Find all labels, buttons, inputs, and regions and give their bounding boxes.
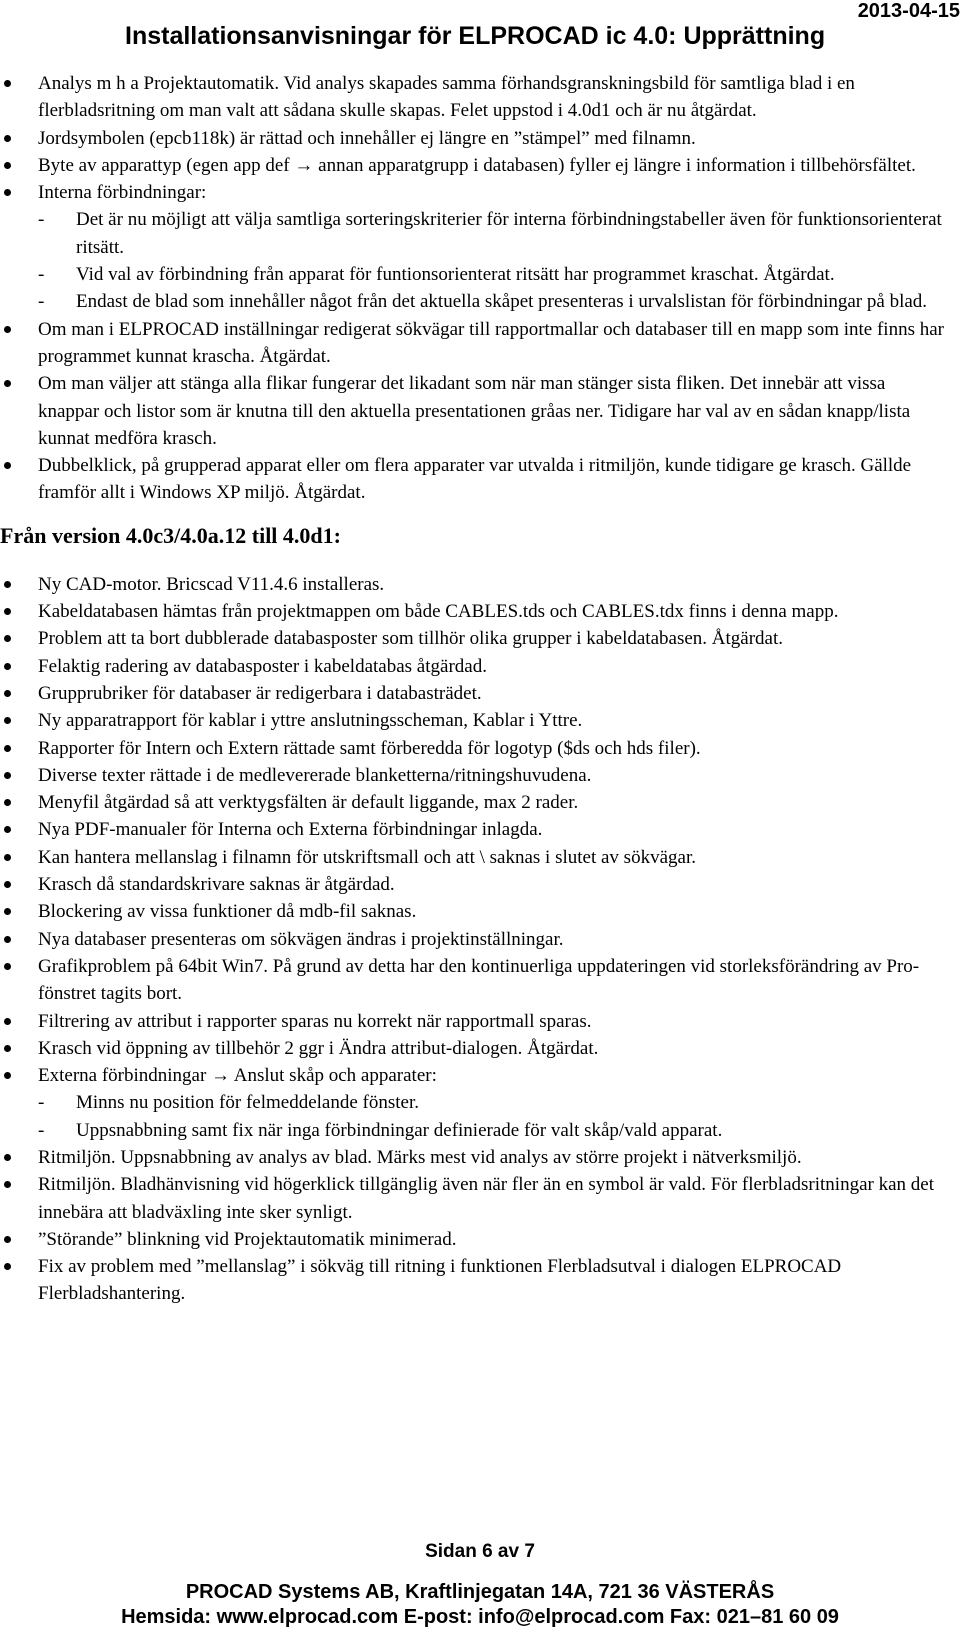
list-item: Krasch då standardskrivare saknas är åtgärdad. bbox=[0, 871, 960, 898]
list-item: Rapporter för Intern och Extern rättade samt förberedda för logotyp ($ds och hds filer). bbox=[0, 735, 960, 762]
changelog-list-2 bbox=[0, 571, 960, 1308]
list-item: Felaktig radering av databasposter i kabeldatabas åtgärdad. bbox=[0, 653, 960, 680]
sub-list-item-text: Vid val av förbindning från apparat för funtionsorienterat ritsätt har programmet kraschat. Åtgärdat. bbox=[76, 264, 835, 286]
sub-list-item-text: Det är nu möjligt att välja samtliga sorteringskriterier för interna förbindningstabeller även för funktionsorienterat ritsätt. bbox=[76, 209, 942, 258]
document-date: 2013-04-15 bbox=[857, 0, 960, 22]
list-item: Filtrering av attribut i rapporter sparas nu korrekt när rapportmall sparas. bbox=[0, 1008, 960, 1035]
list-item: Kan hantera mellanslag i filnamn för utskriftsmall och att \ saknas i slutet av sökvägar. bbox=[0, 844, 960, 871]
list-item: Nya databaser presenteras om sökvägen ändras i projektinställningar. bbox=[0, 926, 960, 953]
list-item: Ritmiljön. Uppsnabbning av analys av blad. Märks mest vid analys av större projekt i nätverksmiljö. bbox=[0, 1144, 960, 1171]
list-item: ”Störande” blinkning vid Projektautomatik minimerad. bbox=[0, 1226, 960, 1253]
sub-list-item: - Endast de blad som innehåller något från det aktuella skåpet presenteras i urvalslistan för förbindningar på blad. bbox=[38, 291, 928, 313]
list-item: Grafikproblem på 64bit Win7. På grund av detta har den kontinuerliga uppdateringen vid storleksförändring av Pro-fönstret tagits bort. bbox=[0, 953, 960, 1008]
list-item: Fix av problem med ”mellanslag” i sökväg till ritning i funktionen Flerbladsutval i dialogen ELPROCAD Flerbladshantering. bbox=[0, 1253, 960, 1308]
sub-list-item-text: Endast de blad som innehåller något från det aktuella skåpet presenteras i urvalslistan för förbindningar på blad. bbox=[76, 291, 928, 313]
list-item: Nya PDF-manualer för Interna och Externa förbindningar inlagda. bbox=[0, 816, 960, 843]
list-item: Dubbelklick, på grupperad apparat eller om flera apparater var utvalda i ritmiljön, kunde tidigare ge krasch. Gällde framför allt i Windows XP miljö. Åtgärdat. bbox=[0, 452, 960, 507]
list-item: Ny CAD-motor. Bricscad V11.4.6 installeras. bbox=[0, 571, 960, 598]
section-heading: Från version 4.0c3/4.0a.12 till 4.0d1: bbox=[0, 522, 341, 548]
list-item: Jordsymbolen (epcb118k) är rättad och innehåller ej längre en ”stämpel” med filnamn. bbox=[0, 125, 960, 152]
list-item: Byte av apparattyp (egen app def → annan apparatgrupp i databasen) fyller ej längre i information i tillbehörsfältet. bbox=[0, 152, 960, 179]
list-item: Grupprubriker för databaser är redigerbara i databasträdet. bbox=[0, 680, 960, 707]
list-item: Interna förbindningar: bbox=[0, 179, 960, 206]
list-item: Kabeldatabasen hämtas från projektmappen om både CABLES.tds och CABLES.tdx finns i denna mapp. bbox=[0, 598, 960, 625]
sub-list-item: - Uppsnabbning samt fix när inga förbindningar definierade för valt skåp/vald apparat. bbox=[38, 1119, 723, 1141]
page-content bbox=[0, 70, 960, 1308]
sub-list-item: - Minns nu position för felmeddelande fönster. bbox=[38, 1092, 419, 1114]
sub-list-item: - Vid val av förbindning från apparat för funtionsorienterat ritsätt har programmet kraschat. Åtgärdat. bbox=[38, 264, 835, 286]
page-number: Sidan 6 av 7 bbox=[425, 1541, 535, 1562]
list-item: Ritmiljön. Bladhänvisning vid högerklick tillgänglig även när fler än en symbol är vald. För flerbladsritningar kan det innebära att bladväxling inte sker synligt. bbox=[0, 1171, 960, 1226]
sub-list-item-text: Minns nu position för felmeddelande fönster. bbox=[76, 1092, 419, 1114]
list-item: Problem att ta bort dubblerade databasposter som tillhör olika grupper i kabeldatabasen. Åtgärdat. bbox=[0, 625, 960, 652]
list-item: Ny apparatrapport för kablar i yttre anslutningsscheman, Kablar i Yttre. bbox=[0, 707, 960, 734]
list-item: Diverse texter rättade i de medlevererade blanketterna/ritningshuvudena. bbox=[0, 762, 960, 789]
list-item: Om man i ELPROCAD inställningar redigerat sökvägar till rapportmallar och databaser till en mapp som inte finns har programmet kunnat krascha. Åtgärdat. bbox=[0, 316, 960, 371]
list-item: Externa förbindningar → Anslut skåp och apparater: bbox=[0, 1062, 960, 1089]
sub-list-item: - Det är nu möjligt att välja samtliga sorteringskriterier för interna förbindningstabeller även för funktionsorienterat ritsätt. bbox=[38, 209, 942, 258]
footer-contact: Hemsida: www.elprocad.com E-post: info@elprocad.com Fax: 021–81 60 09 bbox=[121, 1606, 839, 1628]
page-title: Installationsanvisningar för ELPROCAD ic 4.0: Upprättning bbox=[125, 22, 826, 50]
list-item: Krasch vid öppning av tillbehör 2 ggr i Ändra attribut-dialogen. Åtgärdat. bbox=[0, 1035, 960, 1062]
sub-list-item-text: Uppsnabbning samt fix när inga förbindningar definierade för valt skåp/vald apparat. bbox=[76, 1119, 723, 1141]
list-item: Menyfil åtgärdad så att verktygsfälten är default liggande, max 2 rader. bbox=[0, 789, 960, 816]
list-item: Om man väljer att stänga alla flikar fungerar det likadant som när man stänger sista fliken. Det innebär att vissa knappar och listor som är knutna till den aktuella presentationen gråas ner. Tidigare har val av en sådan knapp/lista kunnat medföra krasch. bbox=[0, 370, 960, 452]
footer-address: PROCAD Systems AB, Kraftlinjegatan 14A, 721 36 VÄSTERÅS bbox=[185, 1581, 775, 1603]
list-item: Blockering av vissa funktioner då mdb-fil saknas. bbox=[0, 898, 960, 925]
list-item: Analys m h a Projektautomatik. Vid analys skapades samma förhandsgranskningsbild för samtliga blad i en flerbladsritning om man valt att sådana skulle skapas. Felet uppstod i 4.0d1 och är nu åtgärdat. bbox=[0, 70, 960, 125]
changelog-list-1 bbox=[0, 70, 960, 507]
